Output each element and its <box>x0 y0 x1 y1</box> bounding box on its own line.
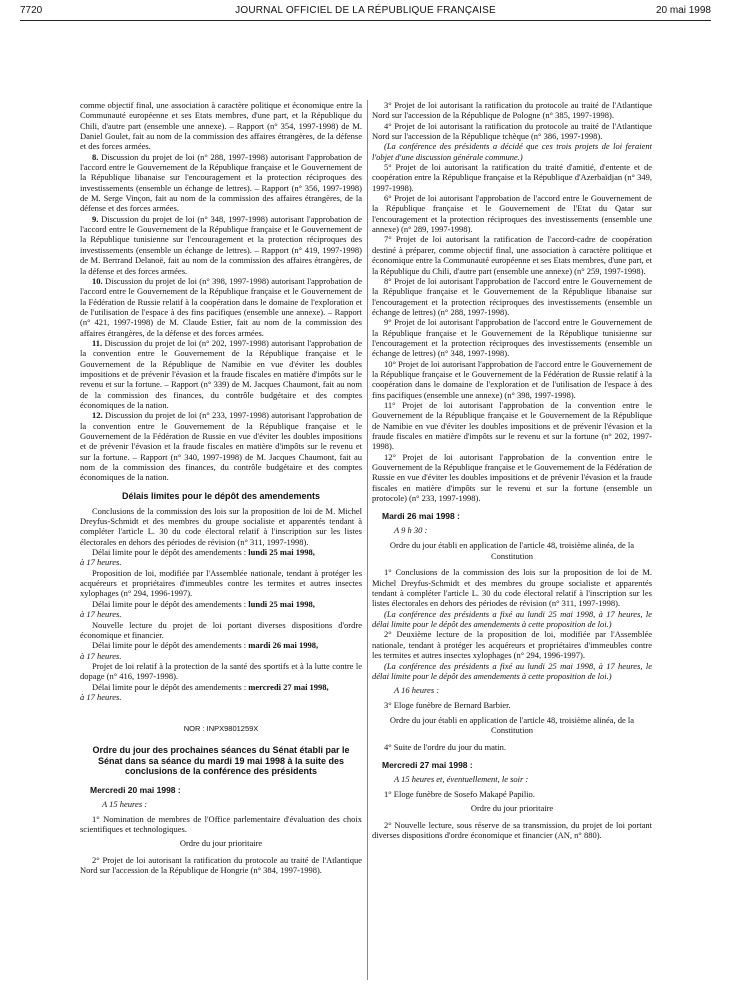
delais-paragraph: Nouvelle lecture du projet de loi portant diverses dispositions d'ordre économique et financier. <box>80 619 362 640</box>
agenda-entry: 2° Deuxième lecture de la proposition de loi, modifiée par l'Assemblée nationale, tendant à protéger les acquéreurs et propriétaires d'immeubles contre les termites et autres insectes xylophages (n° 294, 1996-1997). <box>372 629 652 661</box>
delais-paragraph: Proposition de loi, modifiée par l'Assemblée nationale, tendant à protéger les acquéreurs et propriétaires d'immeubles contre les termites et autres insectes xylophages (n° 294, 1996-1997). <box>80 567 362 599</box>
ordre-du-jour-label: Ordre du jour prioritaire <box>470 803 554 814</box>
session-time: A 15 heures et, éventuellement, le soir : <box>394 773 529 784</box>
agenda-entry: 1° Nomination de membres de l'Office parlementaire d'évaluation des choix scientifiques et technologiques. <box>80 813 362 835</box>
agenda-item-12 <box>80 410 362 482</box>
agenda-item-9 <box>80 214 362 276</box>
journal-title: JOURNAL OFFICIEL DE LA RÉPUBLIQUE FRANÇAISE <box>235 5 496 16</box>
delai-date: mercredi 27 mai 1998, <box>248 681 329 692</box>
item-text: Discussion du projet de loi (n° 288, 1997-1998) autorisant l'approbation de l'accord entre le Gouvernement de la République française et le Gouvernement de la République libanaise sur l'encouragement et la protection réciproques des investissements (ensemble un échange de lettres). – Rapport (n° 356, 1997-1998) de M. Serge Vinçon, fait au nom de la commission des affaires étrangères, de la défense et des forces armées. <box>80 151 362 214</box>
item-text: Discussion du projet de loi (n° 398, 1997-1998) autorisant l'approbation de l'accord entre le Gouvernement de la République française et le Gouvernement de la Fédération de Russie relatif à la coopération dans le domaine de l'exploration et de l'utilisation de l'espace à des fins pacifiques (ensemble une annexe). – Rapport (n° 421, 1997-1998) de M. Claude Estier, fait au nom de la commission des affaires étrangères, de la défense et des forces armées. <box>80 275 362 338</box>
continued-paragraph: comme objectif final, une association à caractère politique et économique entre la Communauté européenne et ses Etats membres, d'une part, et la République du Chili, d'autre part (ensemble une annexe). – Rapport (n° 354, 1997-1998) de M. Daniel Goulet, fait au nom de la commission des affaires étrangères, de la défense et des forces armées. <box>80 100 362 152</box>
agenda-entry: 3° Eloge funèbre de Bernard Barbier. <box>384 700 511 711</box>
item-text: Discussion du projet de loi (n° 233, 1997-1998) autorisant l'approbation de la convention entre le Gouvernement de la République française et le Gouvernement de la Fédération de Russie en vue d'éviter les doubles impositions et de prévenir l'évasion et la fraude fiscales en matière d'impôts sur le revenu et sur la fortune. – Rapport (n° 340, 1997-1998) de M. Jacques Chaumont, fait au nom de la commission des finances, du contrôle budgétaire et des comptes économiques de la nation. <box>80 410 362 483</box>
agenda-item-10 <box>80 276 362 338</box>
delai-date: mardi 26 mai 1998, <box>248 640 319 651</box>
page-number: 7720 <box>20 5 43 16</box>
delai-time: à 17 heures. <box>80 691 122 702</box>
conference-note: (La conférence des présidents a fixé au lundi 25 mai 1998, à 17 heures, le délai limite pour le dépôt des amendements à cette proposition de loi.) <box>372 608 652 630</box>
agenda-entry: 2° Projet de loi autorisant la ratification du protocole au traité de l'Atlantique Nord sur l'accession de la République de Hongrie (n° 384, 1997-1998). <box>80 854 362 876</box>
agenda-entry: 9° Projet de loi autorisant l'approbation de l'accord entre le Gouvernement de la République française et le Gouvernement de la République tunisienne sur l'encouragement et la protection réciproques des investissements (ensemble un échange de lettres) (n° 348, 1997-1998). <box>372 317 652 359</box>
page-header <box>0 0 731 22</box>
agenda-entry: 12° Projet de loi autorisant l'approbation de la convention entre le Gouvernement de la République française et le Gouvernement de la Fédération de Russie en vue d'éviter les doubles impositions et de prévenir l'évasion et la fraude fiscales en matière d'impôts sur le revenu et sur la fortune (ensemble un protocole) (n° 233, 1997-1998). <box>372 451 652 504</box>
delai-limite <box>80 640 362 661</box>
item-number: 9. <box>92 213 99 224</box>
item-text: Discussion du projet de loi (n° 202, 1997-1998) autorisant l'approbation de la convention entre le Gouvernement de la République française et le Gouvernement de la République de Namibie en vue d'éviter les doubles impositions et de prévenir l'évasion et la fraude fiscales en matière d'impôts sur le revenu et sur la fortune. – Rapport (n° 339) de M. Jacques Chaumont, fait au nom de la commission des finances, du contrôle budgétaire et des comptes économiques de la nation. <box>80 337 362 410</box>
agenda-entry: 10° Projet de loi autorisant l'approbation de l'accord entre le Gouvernement de la République française et le Gouvernement de la Fédération de Russie relatif à la coopération dans le domaine de l'exploration et de l'utilisation de l'espace à des fins pacifiques (ensemble une annexe) (n° 398, 1997-1998). <box>372 358 652 400</box>
session-time: A 15 heures : <box>102 798 148 809</box>
nor-reference: NOR : INPX9801259X <box>183 724 259 734</box>
item-number: 12. <box>92 410 103 421</box>
item-number: 10. <box>92 275 103 286</box>
conference-note: (La conférence des présidents a décidé que ces trois projets de loi feraient l'objet d'une discussion générale commune.) <box>372 141 652 162</box>
agenda-entry: 5° Projet de loi autorisant la ratification du traité d'amitié, d'entente et de coopération entre la République française et la République d'Azerbaïdjan (n° 349, 1997-1998). <box>372 162 652 193</box>
agenda-entry: 7° Projet de loi autorisant la ratification de l'accord-cadre de coopération destiné à préparer, comme objectif final, une association à caractère politique et économique entre la Communauté européenne et ses Etats membres, d'une part, et la République du Chili, d'autre part (ensemble une annexe) (n° 259, 1997-1998). <box>372 234 652 276</box>
session-time: A 9 h 30 : <box>394 525 428 536</box>
left-column <box>80 100 362 876</box>
delai-time: à 17 heures. <box>80 557 122 568</box>
day-heading: Mercredi 27 mai 1998 : <box>382 759 473 770</box>
agenda-item-8 <box>80 152 362 214</box>
delai-limite <box>80 599 362 620</box>
agenda-entry: 4° Projet de loi autorisant la ratification du protocole au traité de l'Atlantique Nord sur l'accession de la République tchèque (n° 386, 1997-1998). <box>372 120 652 142</box>
delai-label: Délai limite pour le dépôt des amendements : <box>92 547 249 558</box>
agenda-entry: 1° Conclusions de la commission des lois sur la proposition de loi de M. Michel Dreyfus-Schmidt et des membres du groupe socialiste et apparentés tendant à compléter l'article L. 30 du code électoral relatif à l'inscription sur les listes électorales en dehors des périodes de révision (n° 311, 1997-1998). <box>372 567 652 609</box>
day-heading: Mardi 26 mai 1998 : <box>382 511 460 522</box>
agenda-entry: 11° Projet de loi autorisant l'approbation de la convention entre le Gouvernement de la République française et le Gouvernement de la République de Namibie en vue d'éviter les doubles impositions et de prévenir l'évasion et la fraude fiscales en matière d'impôts sur le revenu et sur la fortune (n° 202, 1997-1998). <box>372 399 652 452</box>
agenda-entry: 3° Projet de loi autorisant la ratification du protocole au traité de l'Atlantique Nord sur l'accession de la République de Pologne (n° 385, 1997-1998). <box>372 100 652 121</box>
delai-date: lundi 25 mai 1998, <box>248 598 315 609</box>
delais-section-title: Délais limites pour le dépôt des amendements <box>121 490 321 501</box>
day-heading: Mercredi 20 mai 1998 : <box>90 784 181 795</box>
session-time: A 16 heures : <box>394 685 440 696</box>
item-text: Discussion du projet de loi (n° 348, 1997-1998) autorisant l'approbation de l'accord entre le Gouvernement de la République française et le Gouvernement de la République tunisienne sur l'encouragement et la protection réciproques des investissements (ensemble un échange de lettres). – Rapport (n° 419, 1997-1998) de M. Bertrand Delanoë, fait au nom de la commission des affaires étrangères, de la défense et des forces armées. <box>80 213 362 276</box>
agenda-entry: 1° Eloge funèbre de Sosefo Makapé Papilio. <box>384 788 535 799</box>
delai-label: Délai limite pour le dépôt des amendements : <box>92 598 249 609</box>
delais-paragraph: Projet de loi relatif à la protection de la santé des sportifs et à la lutte contre le dopage (n° 416, 1997-1998). <box>80 660 362 682</box>
agenda-entry: 8° Projet de loi autorisant l'approbation de l'accord entre le Gouvernement de la République française et le Gouvernement de la République libanaise sur l'encouragement et la protection réciproques des investissements (ensemble un échange de lettres) (n° 288, 1997-1998). <box>372 275 652 317</box>
right-column <box>372 100 652 840</box>
delai-limite <box>80 547 362 568</box>
item-number: 8. <box>92 151 99 162</box>
delais-paragraph: Conclusions de la commission des lois sur la proposition de loi de M. Michel Dreyfus-Schmidt et des membres du groupe socialiste et apparentés tendant à compléter l'article L. 30 du code électoral relatif à l'inscription sur les listes électorales en dehors des périodes de révision (n° 311, 1997-1998). <box>80 505 362 547</box>
ordre-du-jour-label: Ordre du jour établi en application de l'article 48, troisième alinéa, de la Constitution <box>389 540 635 561</box>
header-rule <box>20 20 711 21</box>
conference-note: (La conférence des présidents a fixé au lundi 25 mai 1998, à 17 heures, le délai limite pour le dépôt des amendements à cette proposition de loi.) <box>372 660 652 681</box>
delai-time: à 17 heures. <box>80 650 122 661</box>
agenda-entry: 4° Suite de l'ordre du jour du matin. <box>384 741 507 752</box>
ordre-du-jour-title: Ordre du jour des prochaines séances du Sénat établi par le Sénat dans sa séance du mardi 19 mai 1998 à la suite des conclusions de la conférence des présidents <box>92 745 350 777</box>
delai-label: Délai limite pour le dépôt des amendements : <box>92 681 249 692</box>
delai-date: lundi 25 mai 1998, <box>248 547 315 558</box>
agenda-entry: 2° Nouvelle lecture, sous réserve de sa transmission, du projet de loi portant diverses dispositions d'ordre économique et financier (AN, n° 880). <box>372 819 652 841</box>
ordre-du-jour-label: Ordre du jour établi en application de l'article 48, troisième alinéa, de la Constitution <box>389 714 635 736</box>
item-number: 11. <box>92 337 103 348</box>
column-divider <box>367 100 368 980</box>
agenda-item-11 <box>80 338 362 410</box>
issue-date: 20 mai 1998 <box>655 5 711 16</box>
delai-label: Délai limite pour le dépôt des amendements : <box>92 640 249 651</box>
delai-limite <box>80 682 362 703</box>
ordre-du-jour-label: Ordre du jour prioritaire <box>179 838 263 849</box>
delai-time: à 17 heures. <box>80 609 122 620</box>
agenda-entry: 6° Projet de loi autorisant l'approbation de l'accord entre le Gouvernement de la République française et le Gouvernement de l'Etat du Qatar sur l'encouragement et la protection réciproques des investissements (ensemble une annexe) (n° 289, 1997-1998). <box>372 193 652 235</box>
